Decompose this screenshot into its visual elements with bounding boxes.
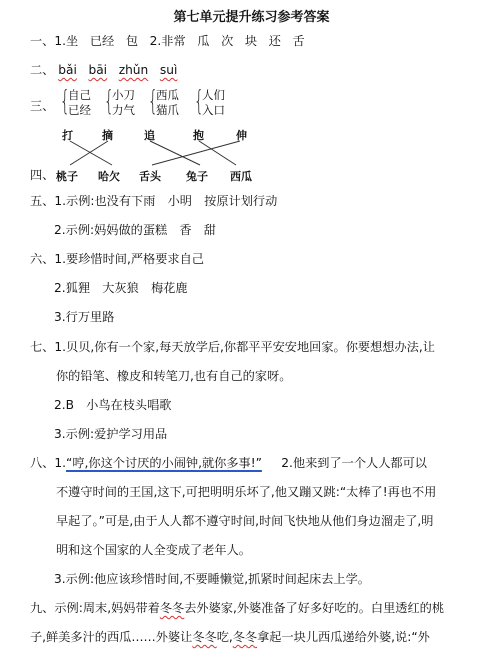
word: 猫爪 xyxy=(156,103,179,117)
s8-line-1-rest: 2.他来到了一个人人都可以 xyxy=(281,456,427,470)
verb-1: 打 xyxy=(62,129,73,142)
page-title: 第七单元提升练习参考答案 xyxy=(173,10,330,25)
s1-word: 坐 xyxy=(66,34,79,48)
s3-label: 三、 xyxy=(30,99,55,113)
s9-line-2 xyxy=(30,629,430,645)
brace-icon: { xyxy=(194,84,204,117)
s8-line-1 xyxy=(30,455,427,471)
s5-line-1: 五、1.示例:也没有下雨 小明 按原计划行动 xyxy=(30,194,278,208)
word: 自己 xyxy=(68,88,91,102)
noun-3: 舌头 xyxy=(139,170,161,183)
brace-icon: { xyxy=(104,84,114,117)
s1-word: 还 xyxy=(268,34,281,48)
text-segment: 拿起一块儿西瓜递给外婆,说:“外 xyxy=(257,630,430,644)
name-segment: 冬冬 xyxy=(192,630,217,644)
s4-label: 四、 xyxy=(30,168,55,182)
s7-line-3: 2.B 小鸟在枝头唱歌 xyxy=(54,398,172,412)
s7-line-4: 3.示例:爱护学习用品 xyxy=(54,427,168,441)
word: 入口 xyxy=(202,103,225,117)
pinyin: suì xyxy=(159,63,178,77)
s6-line-3: 3.行万里路 xyxy=(54,310,115,324)
s1-word: 次 xyxy=(221,34,234,48)
s7-line-2: 你的铅笔、橡皮和转笔刀,也有自己的家呀。 xyxy=(56,369,292,383)
s8-label: 八、1. xyxy=(30,456,67,470)
brace-icon: { xyxy=(148,84,158,117)
word: 西瓜 xyxy=(156,88,179,102)
verb-5: 伸 xyxy=(236,129,247,142)
word: 已经 xyxy=(68,103,91,117)
s1-word: 已经 xyxy=(89,34,115,48)
pinyin: zhǔn xyxy=(118,63,149,77)
match-line xyxy=(152,141,240,165)
name-segment: 冬冬 xyxy=(232,630,258,644)
s1-word: 非常 xyxy=(161,34,186,48)
pinyin: bǎi xyxy=(58,63,77,77)
s1-word: 瓜 xyxy=(197,34,210,48)
s8-line-5: 3.示例:他应该珍惜时间,不要睡懒觉,抓紧时间起床去上学。 xyxy=(54,572,370,586)
word: 力气 xyxy=(112,103,135,117)
s8-quote: “哼,你这个讨厌的小闹钟,就你多事!” xyxy=(66,456,262,470)
word: 人们 xyxy=(202,88,225,102)
noun-2: 哈欠 xyxy=(98,170,120,183)
noun-1: 桃子 xyxy=(56,170,78,183)
brace-icon: { xyxy=(60,84,70,117)
s1-word: 块 xyxy=(244,34,258,48)
match-line xyxy=(150,141,200,165)
s1-part2-label: 2. xyxy=(149,34,162,48)
verb-2: 摘 xyxy=(102,129,113,142)
pinyin: bāi xyxy=(88,63,108,77)
text-segment: 吃, xyxy=(216,630,233,644)
noun-4: 兔子 xyxy=(186,170,208,183)
name-segment: 冬冬 xyxy=(159,601,185,615)
word: 小刀 xyxy=(112,88,135,102)
verb-3: 追 xyxy=(144,129,155,142)
s5-line-2: 2.示例:妈妈做的蛋糕 香 甜 xyxy=(54,223,216,237)
s8-line-4: 明和这个国家的人全变成了老年人。 xyxy=(56,543,251,557)
text-segment: 去外婆家,外婆准备了好多好吃的。白里透红的桃 xyxy=(184,601,445,615)
s6-line-1: 六、1.要珍惜时间,严格要求自己 xyxy=(30,252,204,266)
s8-line-3: 早起了。”可是,由于人人都不遵守时间,时间飞快地从他们身边溜走了,明 xyxy=(56,514,434,528)
s2-label: 二、 xyxy=(30,63,55,77)
match-line xyxy=(199,141,236,165)
noun-5: 西瓜 xyxy=(230,170,252,183)
text-segment: 九、示例:周末,妈妈带着 xyxy=(30,601,160,615)
s9-line-1 xyxy=(30,600,444,616)
s8-line-2: 不遵守时间的王国,这下,可把明明乐坏了,他又蹦又跳:“太棒了!再也不用 xyxy=(56,485,437,499)
s7-line-1: 七、1.贝贝,你有一个家,每天放学后,你都平平安安地回家。你要想想办法,让 xyxy=(30,340,435,354)
s1-label: 一、1. xyxy=(30,34,67,48)
s1-word: 舌 xyxy=(292,34,305,48)
s6-line-2: 2.狐狸 大灰狼 梅花鹿 xyxy=(54,281,188,295)
text-segment: 子,鲜美多汁的西瓜……外婆让 xyxy=(30,630,193,644)
s1-word: 包 xyxy=(125,34,139,48)
verb-4: 抱 xyxy=(193,129,204,142)
